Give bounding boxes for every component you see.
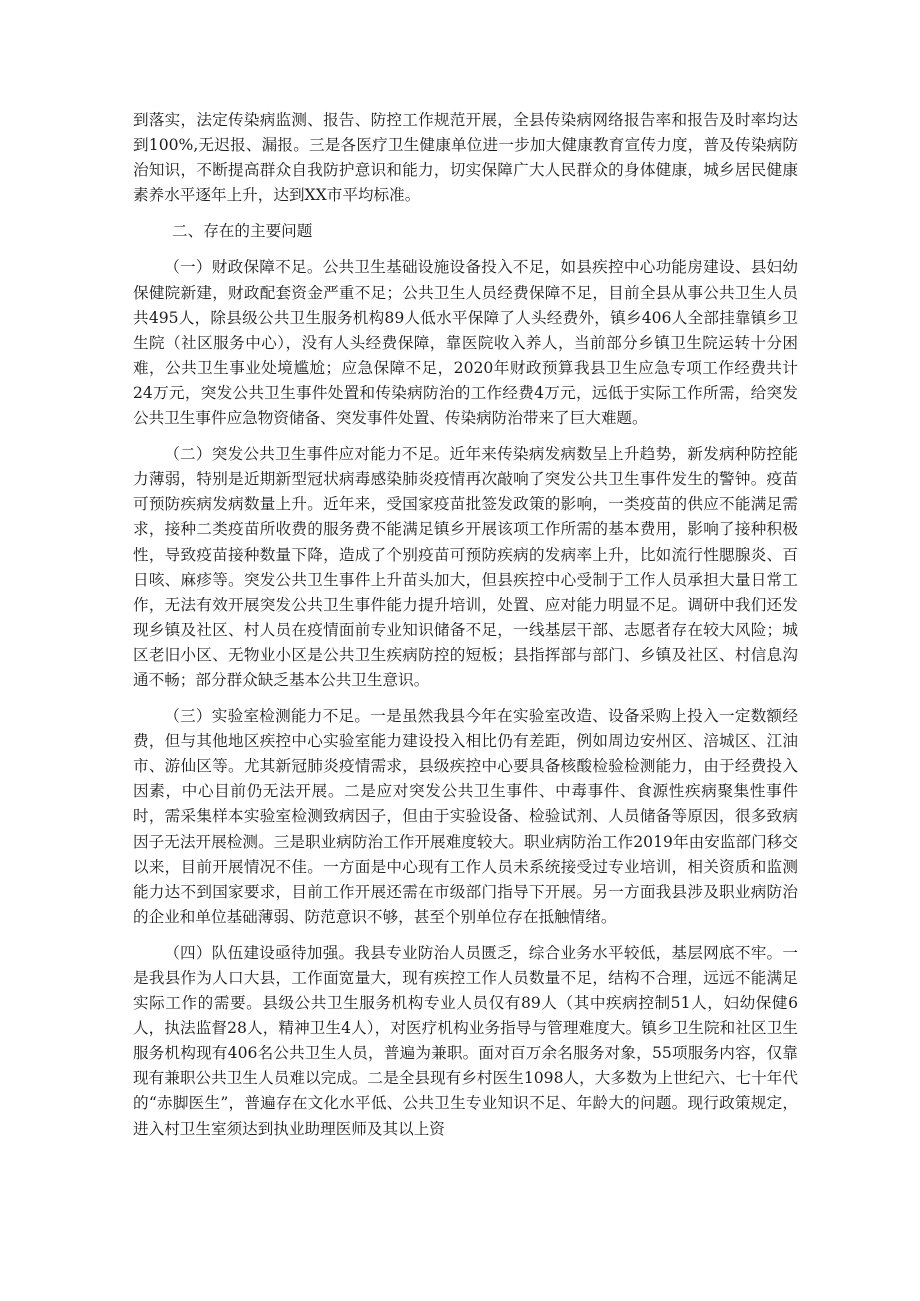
paragraph-intro-continuation: 到落实，法定传染病监测、报告、防控工作规范开展，全县传染病网络报告率和报告及时率均达到100%,无迟报、漏报。三是各医疗卫生健康单位进一步加大健康教育宣传力度，普及传染病防治知识，不断提高群众自我防护意识和能力，切实保障广大人民群众的身体健康，城乡居民健康素养水平逐年上升，达到XX市平均标准。 [133, 111, 798, 205]
paragraph-team-building: （四）队伍建设亟待加强。我县专业防治人员匮乏，综合业务水平较低，基层网底不牢。一是我县作为人口大县，工作面宽量大，现有疾控工作人员数量不足，结构不合理，远远不能满足实际工作的需要。县级公共卫生服务机构专业人员仅有89人（其中疾病控制51人，妇幼保健6人，执法监督28人，精神卫生4人），对医疗机构业务指导与管理难度大。镇乡卫生院和社区卫生服务机构现有406名公共卫生人员，普遍为兼职。面对百万余名服务对象，55项服务内容，仅靠现有兼职公共卫生人员难以完成。二是全县现有乡村医生1098人，大多数为上世纪六、七十年代的“赤脚医生”，普遍存在文化水平低、公共卫生专业知识不足、年龄大的问题。现行政策规定，进入村卫生室须达到执业助理医师及其以上资 [133, 943, 798, 1138]
paragraph-laboratory-capacity: （三）实验室检测能力不足。一是虽然我县今年在实验室改造、设备采购上投入一定数额经费，但与其他地区疾控中心实验室能力建设投入相比仍有差距，例如周边安州区、涪城区、江油市、游仙区等。尤其新冠肺炎疫情需求，县级疾控中心要具备核酸检验检测能力，由于经费投入因素，中心目前仍无法开展。二是应对突发公共卫生事件、中毒事件、食源性疾病聚集性事件时，需采集样本实验室检测致病因子，但由于实验设备、检验试剂、人员储备等原因，很多致病因子无法开展检测。三是职业病防治工作开展难度较大。职业病防治工作2019年由安监部门移交以来，目前开展情况不佳。一方面是中心现有工作人员未系统接受过专业培训，相关资质和监测能力达不到国家要求，目前工作开展还需在市级部门指导下开展。另一方面我县涉及职业病防治的企业和单位基础薄弱、防范意识不够，甚至个别单位存在抵触情绪。 [133, 707, 798, 926]
paragraph-emergency-response: （二）突发公共卫生事件应对能力不足。近年来传染病发病数呈上升趋势，新发病种防控能力薄弱，特别是近期新型冠状病毒感染肺炎疫情再次敲响了突发公共卫生事件发生的警钟。疫苗可预防疾病发病数量上升。近年来，受国家疫苗批签发政策的影响，一类疫苗的供应不能满足需求，接种二类疫苗所收费的服务费不能满足镇乡开展该项工作所需的基本费用，影响了接种积极性，导致疫苗接种数量下降，造成了个别疫苗可预防疾病的发病率上升，比如流行性腮腺炎、百日咳、麻疹等。突发公共卫生事件上升苗头加大，但县疾控中心受制于工作人员承担大量日常工作，无法有效开展突发公共卫生事件能力提升培训，处置、应对能力明显不足。调研中我们还发现乡镇及社区、村人员在疫情面前专业知识储备不足，一线基层干部、志愿者存在较大风险；城区老旧小区、无物业小区是公共卫生疾病防控的短板；县指挥部与部门、乡镇及社区、村信息沟通不畅；部分群众缺乏基本公共卫生意识。 [133, 445, 798, 689]
paragraph-financial-support: （一）财政保障不足。公共卫生基础设施设备投入不足，如县疾控中心功能房建设、县妇幼保健院新建，财政配套资金严重不足；公共卫生人员经费保障不足，目前全县从事公共卫生人员共495人，除县级公共卫生服务机构89人低水平保障了人头经费外，镇乡406人全部挂靠镇乡卫生院（社区服务中心），没有人头经费保障，靠医院收入养人，当前部分乡镇卫生院运转十分困难，公共卫生事业处境尴尬；应急保障不足，2020年财政预算我县卫生应急专项工作经费共计24万元，突发公共卫生事件处置和传染病防治的工作经费4万元，远低于实际工作所需，给突发公共卫生事件应急物资储备、突发事件处置、传染病防治带来了巨大难题。 [133, 258, 798, 428]
section-heading-problems: 二、存在的主要问题 [172, 222, 313, 241]
document-page [133, 108, 798, 1153]
